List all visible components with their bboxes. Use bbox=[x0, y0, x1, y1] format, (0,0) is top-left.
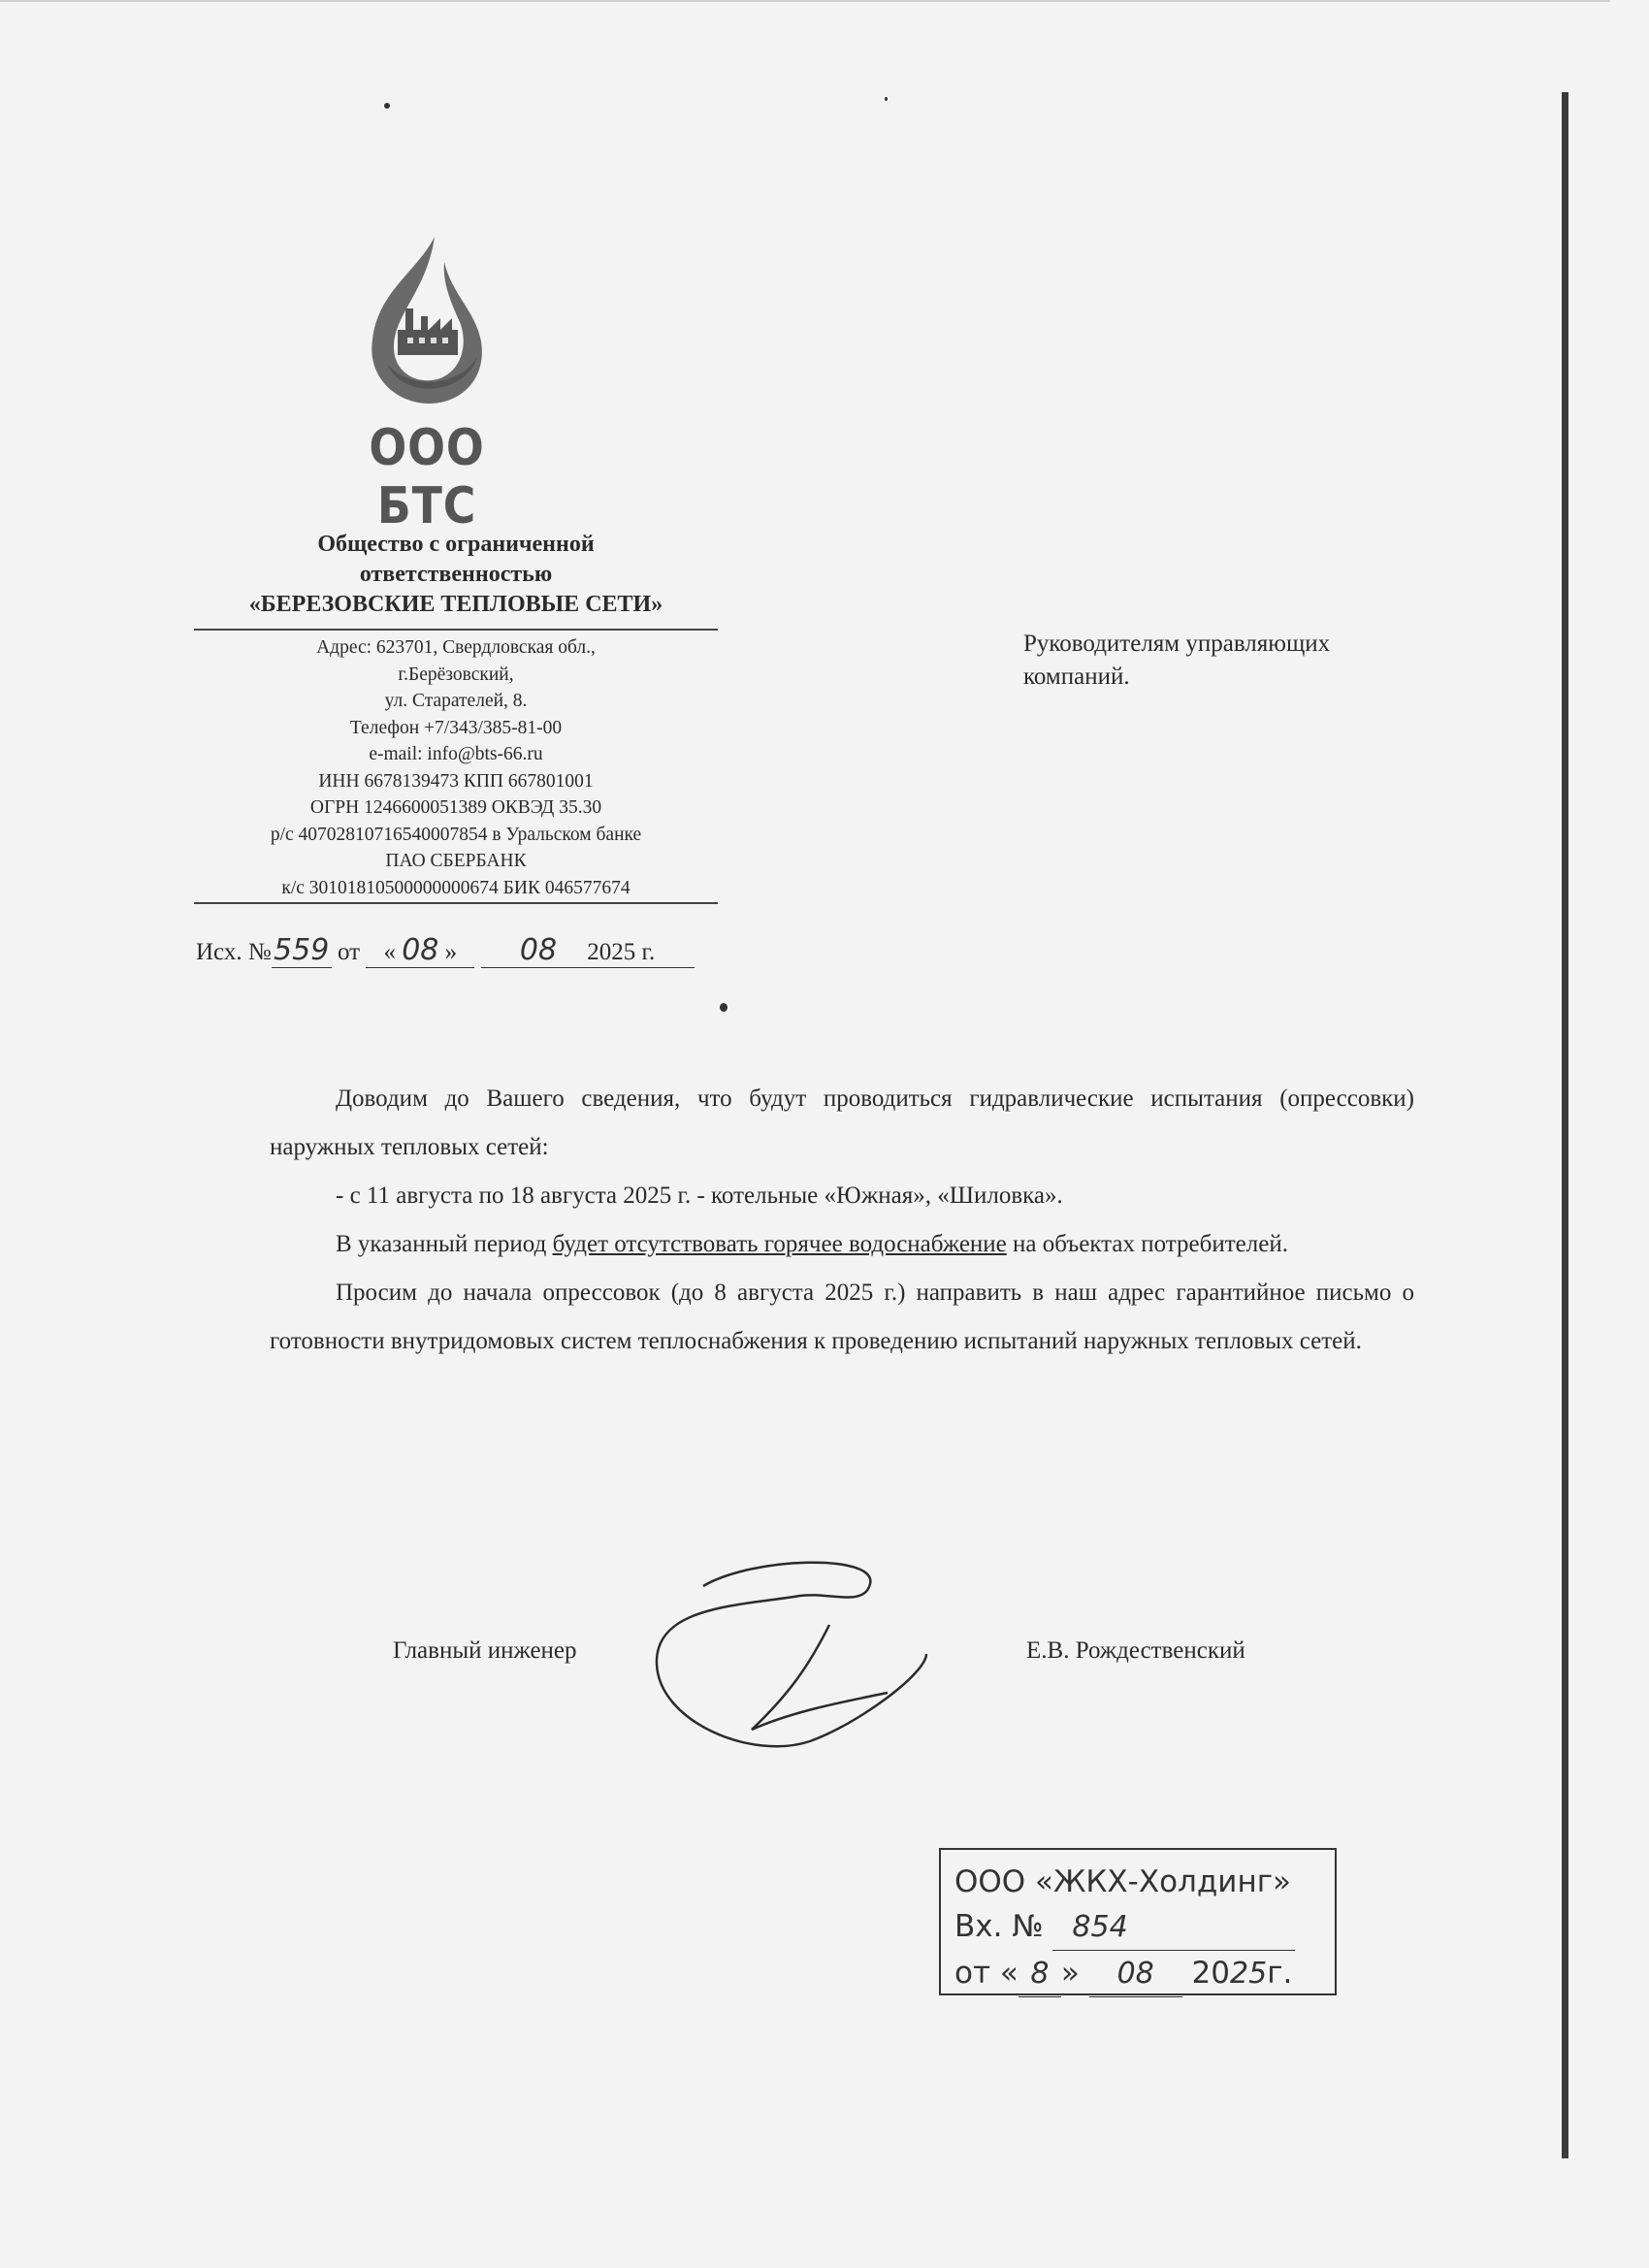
scan-speck bbox=[720, 1003, 728, 1012]
p3-text: В указанный период bbox=[336, 1231, 553, 1257]
addressee bbox=[1023, 628, 1431, 694]
quote-open: « bbox=[383, 939, 396, 965]
stamp-date bbox=[954, 1951, 1321, 1997]
stamp-year-suffix: г. bbox=[1267, 1956, 1293, 1991]
requisite-line: ОГРН 1246600051389 ОКВЭД 35.30 bbox=[309, 797, 602, 818]
handwritten-signature bbox=[645, 1557, 936, 1761]
addressee-line: Руководителям управляющих bbox=[1023, 631, 1331, 657]
outgoing-number bbox=[196, 933, 695, 968]
requisite-line: ИНН 6678139473 КПП 667801001 bbox=[318, 770, 594, 792]
underlined-warning: будет отсутствовать горячее водоснабжение bbox=[552, 1231, 1007, 1257]
requisite-line: к/с 30101810500000000674 БИК 046577674 bbox=[281, 877, 630, 898]
body-paragraph: Доводим до Вашего сведения, что будут проводиться гидравлические испытания (опрессовки) наружных тепловых сетей: bbox=[270, 1085, 1414, 1160]
outgoing-date-prefix: от bbox=[337, 939, 361, 965]
company-short-name: ООО БТС bbox=[369, 419, 485, 535]
outgoing-day-field bbox=[366, 933, 474, 968]
stamp-in-number: 854 bbox=[1052, 1905, 1295, 1951]
addressee-line: компаний. bbox=[1023, 664, 1130, 690]
requisite-line: Адрес: 623701, Свердловская обл., bbox=[316, 637, 596, 658]
stamp-in-prefix: Вх. № bbox=[954, 1909, 1044, 1944]
p3-text-end: на объектах потребителей. bbox=[1006, 1231, 1288, 1257]
org-line: ответственностью bbox=[359, 562, 553, 587]
quote-close: » bbox=[444, 939, 458, 965]
body-paragraph: - с 11 августа по 18 августа 2025 г. - котельные «Южная», «Шиловка». bbox=[336, 1183, 1063, 1209]
signatory-name: Е.В. Рождественский bbox=[1026, 1637, 1245, 1664]
stamp-year-prefix: 20 bbox=[1191, 1956, 1230, 1991]
stamp-day-close: » bbox=[1060, 1956, 1080, 1991]
requisites-block bbox=[194, 634, 718, 901]
outgoing-month: 08 bbox=[519, 933, 558, 967]
organization-full-name bbox=[194, 530, 718, 620]
scan-edge-right bbox=[1562, 92, 1568, 2158]
signatory-position: Главный инженер bbox=[393, 1637, 577, 1664]
outgoing-month-year-field bbox=[481, 933, 695, 968]
stamp-month: 08 bbox=[1089, 1952, 1182, 1997]
flame-factory-logo bbox=[359, 233, 495, 407]
body-paragraph bbox=[270, 1220, 1414, 1269]
letterhead-rule-bottom bbox=[194, 902, 718, 904]
requisite-line: г.Берёзовский, bbox=[398, 664, 514, 685]
outgoing-year: 2025 г. bbox=[587, 939, 656, 965]
requisite-line: ул. Старателей, 8. bbox=[384, 691, 528, 711]
outgoing-day: 08 bbox=[402, 933, 439, 967]
scan-edge-top bbox=[0, 0, 1610, 2]
letter-body bbox=[270, 1075, 1414, 1366]
stamp-day: 8 bbox=[1018, 1952, 1061, 1997]
scan-speck bbox=[384, 103, 390, 109]
requisite-line: р/с 40702810716540007854 в Уральском банке bbox=[270, 824, 642, 845]
stamp-date-prefix: от « bbox=[954, 1956, 1018, 1991]
stamp-year-hand: 25 bbox=[1230, 1957, 1268, 1991]
stamp-incoming-number bbox=[954, 1904, 1321, 1951]
scan-speck bbox=[885, 97, 888, 101]
org-line: «БЕРЕЗОВСКИЕ ТЕПЛОВЫЕ СЕТИ» bbox=[248, 592, 663, 617]
stamp-org: ООО «ЖКХ-Холдинг» bbox=[954, 1864, 1291, 1899]
requisite-line: Телефон +7/343/385-81-00 bbox=[349, 717, 563, 738]
incoming-registration-stamp bbox=[939, 1848, 1337, 1995]
requisite-line: ПАО СБЕРБАНК bbox=[385, 851, 527, 871]
requisite-line: e-mail: info@bts-66.ru bbox=[369, 744, 543, 764]
outgoing-number-value: 559 bbox=[272, 933, 332, 968]
outgoing-prefix: Исх. № bbox=[196, 939, 272, 965]
org-line: Общество с ограниченной bbox=[317, 532, 595, 557]
body-paragraph: Просим до начала опрессовок (до 8 августа 2025 г.) направить в наш адрес гарантийное письмо о готовности внутридомовых систем теплоснабжения к проведению испытаний наружных тепловых сетей. bbox=[270, 1280, 1414, 1354]
letterhead-rule-top bbox=[194, 629, 718, 631]
